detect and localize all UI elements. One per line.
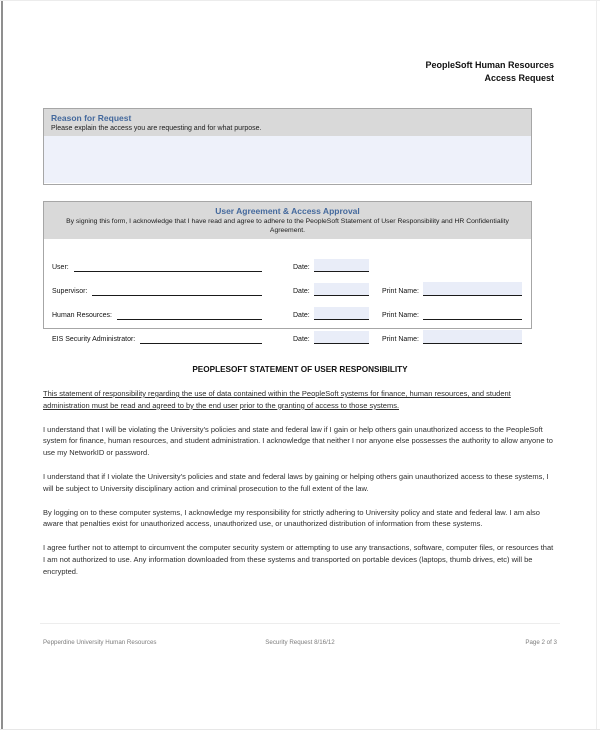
header-title-line1: PeopleSoft Human Resources bbox=[425, 60, 554, 70]
footer-page-number: Page 2 of 3 bbox=[525, 639, 557, 646]
footer-divider bbox=[40, 623, 560, 624]
signature-row bbox=[52, 296, 522, 320]
date-cell bbox=[293, 331, 369, 344]
statement-paragraph: This statement of responsibility regarding the use of data contained within the PeopleSoft systems for finance, human resources, and student administration must be read and agreed to by the end user prior to the granting of access to those systems. bbox=[43, 389, 511, 410]
date-label: Date: bbox=[293, 312, 310, 319]
signature-cell bbox=[52, 261, 262, 272]
print-name-cell bbox=[382, 330, 522, 344]
signature-cell bbox=[52, 333, 262, 344]
user-agreement-section bbox=[43, 201, 532, 343]
signature-line[interactable] bbox=[140, 333, 262, 344]
print-name-label: Print Name: bbox=[382, 336, 419, 343]
date-label: Date: bbox=[293, 288, 310, 295]
signature-row bbox=[52, 248, 522, 272]
reason-section-header bbox=[44, 109, 531, 136]
print-name-cell bbox=[382, 282, 522, 296]
signature-rows bbox=[44, 239, 531, 348]
document-header bbox=[425, 59, 554, 85]
statement-paragraph: By logging on to these computer systems, I acknowledge my responsibility for strictly adhering to University policy and state and federal law. I am also aware that penalties exist for unauthorized access, unauthorized use, or unauthorized distribution of information from these systems. bbox=[43, 507, 540, 529]
header-title-line2: Access Request bbox=[484, 73, 554, 83]
signature-cell bbox=[52, 285, 262, 296]
reason-section-description: Please explain the access you are requesting and for what purpose. bbox=[51, 125, 262, 132]
print-name-field[interactable] bbox=[423, 330, 522, 344]
signatory-label: User: bbox=[52, 264, 69, 271]
statement-paragraph: I understand that if I violate the University’s policies and state and federal laws by gaining or helping others gain unauthorized access to these systems, I will be subject to University disciplinary action and criminal prosecution to the full extent of the law. bbox=[43, 471, 549, 493]
print-name-label: Print Name: bbox=[382, 312, 419, 319]
agreement-section-subtitle: By signing this form, I acknowledge that I have read and agree to adhere to the PeopleSoft Statement of User Responsibility and HR Confidentiality Agreement. bbox=[66, 218, 509, 234]
agreement-section-header bbox=[44, 202, 531, 239]
date-field[interactable] bbox=[314, 307, 369, 320]
date-cell bbox=[293, 283, 369, 296]
signature-row bbox=[52, 320, 522, 344]
print-name-field[interactable] bbox=[423, 306, 522, 320]
agreement-section-title: User Agreement & Access Approval bbox=[215, 206, 360, 216]
signatory-label: EIS Security Administrator: bbox=[52, 336, 136, 343]
date-label: Date: bbox=[293, 336, 310, 343]
signature-line[interactable] bbox=[117, 309, 262, 320]
statement-heading: PEOPLESOFT STATEMENT OF USER RESPONSIBILITY bbox=[192, 365, 408, 374]
date-field[interactable] bbox=[314, 283, 369, 296]
footer-left-text: Pepperdine University Human Resources bbox=[43, 639, 157, 646]
statement-paragraph: I understand that I will be violating the University’s policies and state and federal law if I gain or help others gain unauthorized access to the PeopleSoft system for finance, human resources, and student administration. I acknowledge that neither I nor anyone else possesses the authority to allow anyone to use my NetworkID or password. bbox=[43, 424, 553, 458]
signature-line[interactable] bbox=[74, 261, 262, 272]
signatory-label: Human Resources: bbox=[52, 312, 112, 319]
footer-center-text: Security Request 8/16/12 bbox=[265, 639, 335, 646]
date-label: Date: bbox=[293, 264, 310, 271]
date-cell bbox=[293, 307, 369, 320]
date-field[interactable] bbox=[314, 259, 369, 272]
signature-line[interactable] bbox=[92, 285, 262, 296]
print-name-field[interactable] bbox=[423, 282, 522, 296]
document-footer bbox=[43, 639, 557, 646]
statement-paragraph: I agree further not to attempt to circumvent the computer security system or attempting to use any transactions, software, computer files, or resources that I am not authorized to use. Any information downloaded from these systems and transported on portable devices (laptops, thumb drives, etc) will be encrypted. bbox=[43, 543, 554, 576]
signatory-label: Supervisor: bbox=[52, 288, 88, 295]
date-field[interactable] bbox=[314, 331, 369, 344]
signature-row bbox=[52, 272, 522, 296]
print-name-label: Print Name: bbox=[382, 288, 419, 295]
signature-cell bbox=[52, 309, 262, 320]
statement-paragraphs bbox=[43, 388, 557, 590]
reason-section-title: Reason for Request bbox=[51, 113, 132, 123]
reason-input-area[interactable] bbox=[44, 136, 531, 183]
print-name-cell bbox=[382, 306, 522, 320]
date-cell bbox=[293, 259, 369, 272]
reason-for-request-section bbox=[43, 108, 532, 185]
